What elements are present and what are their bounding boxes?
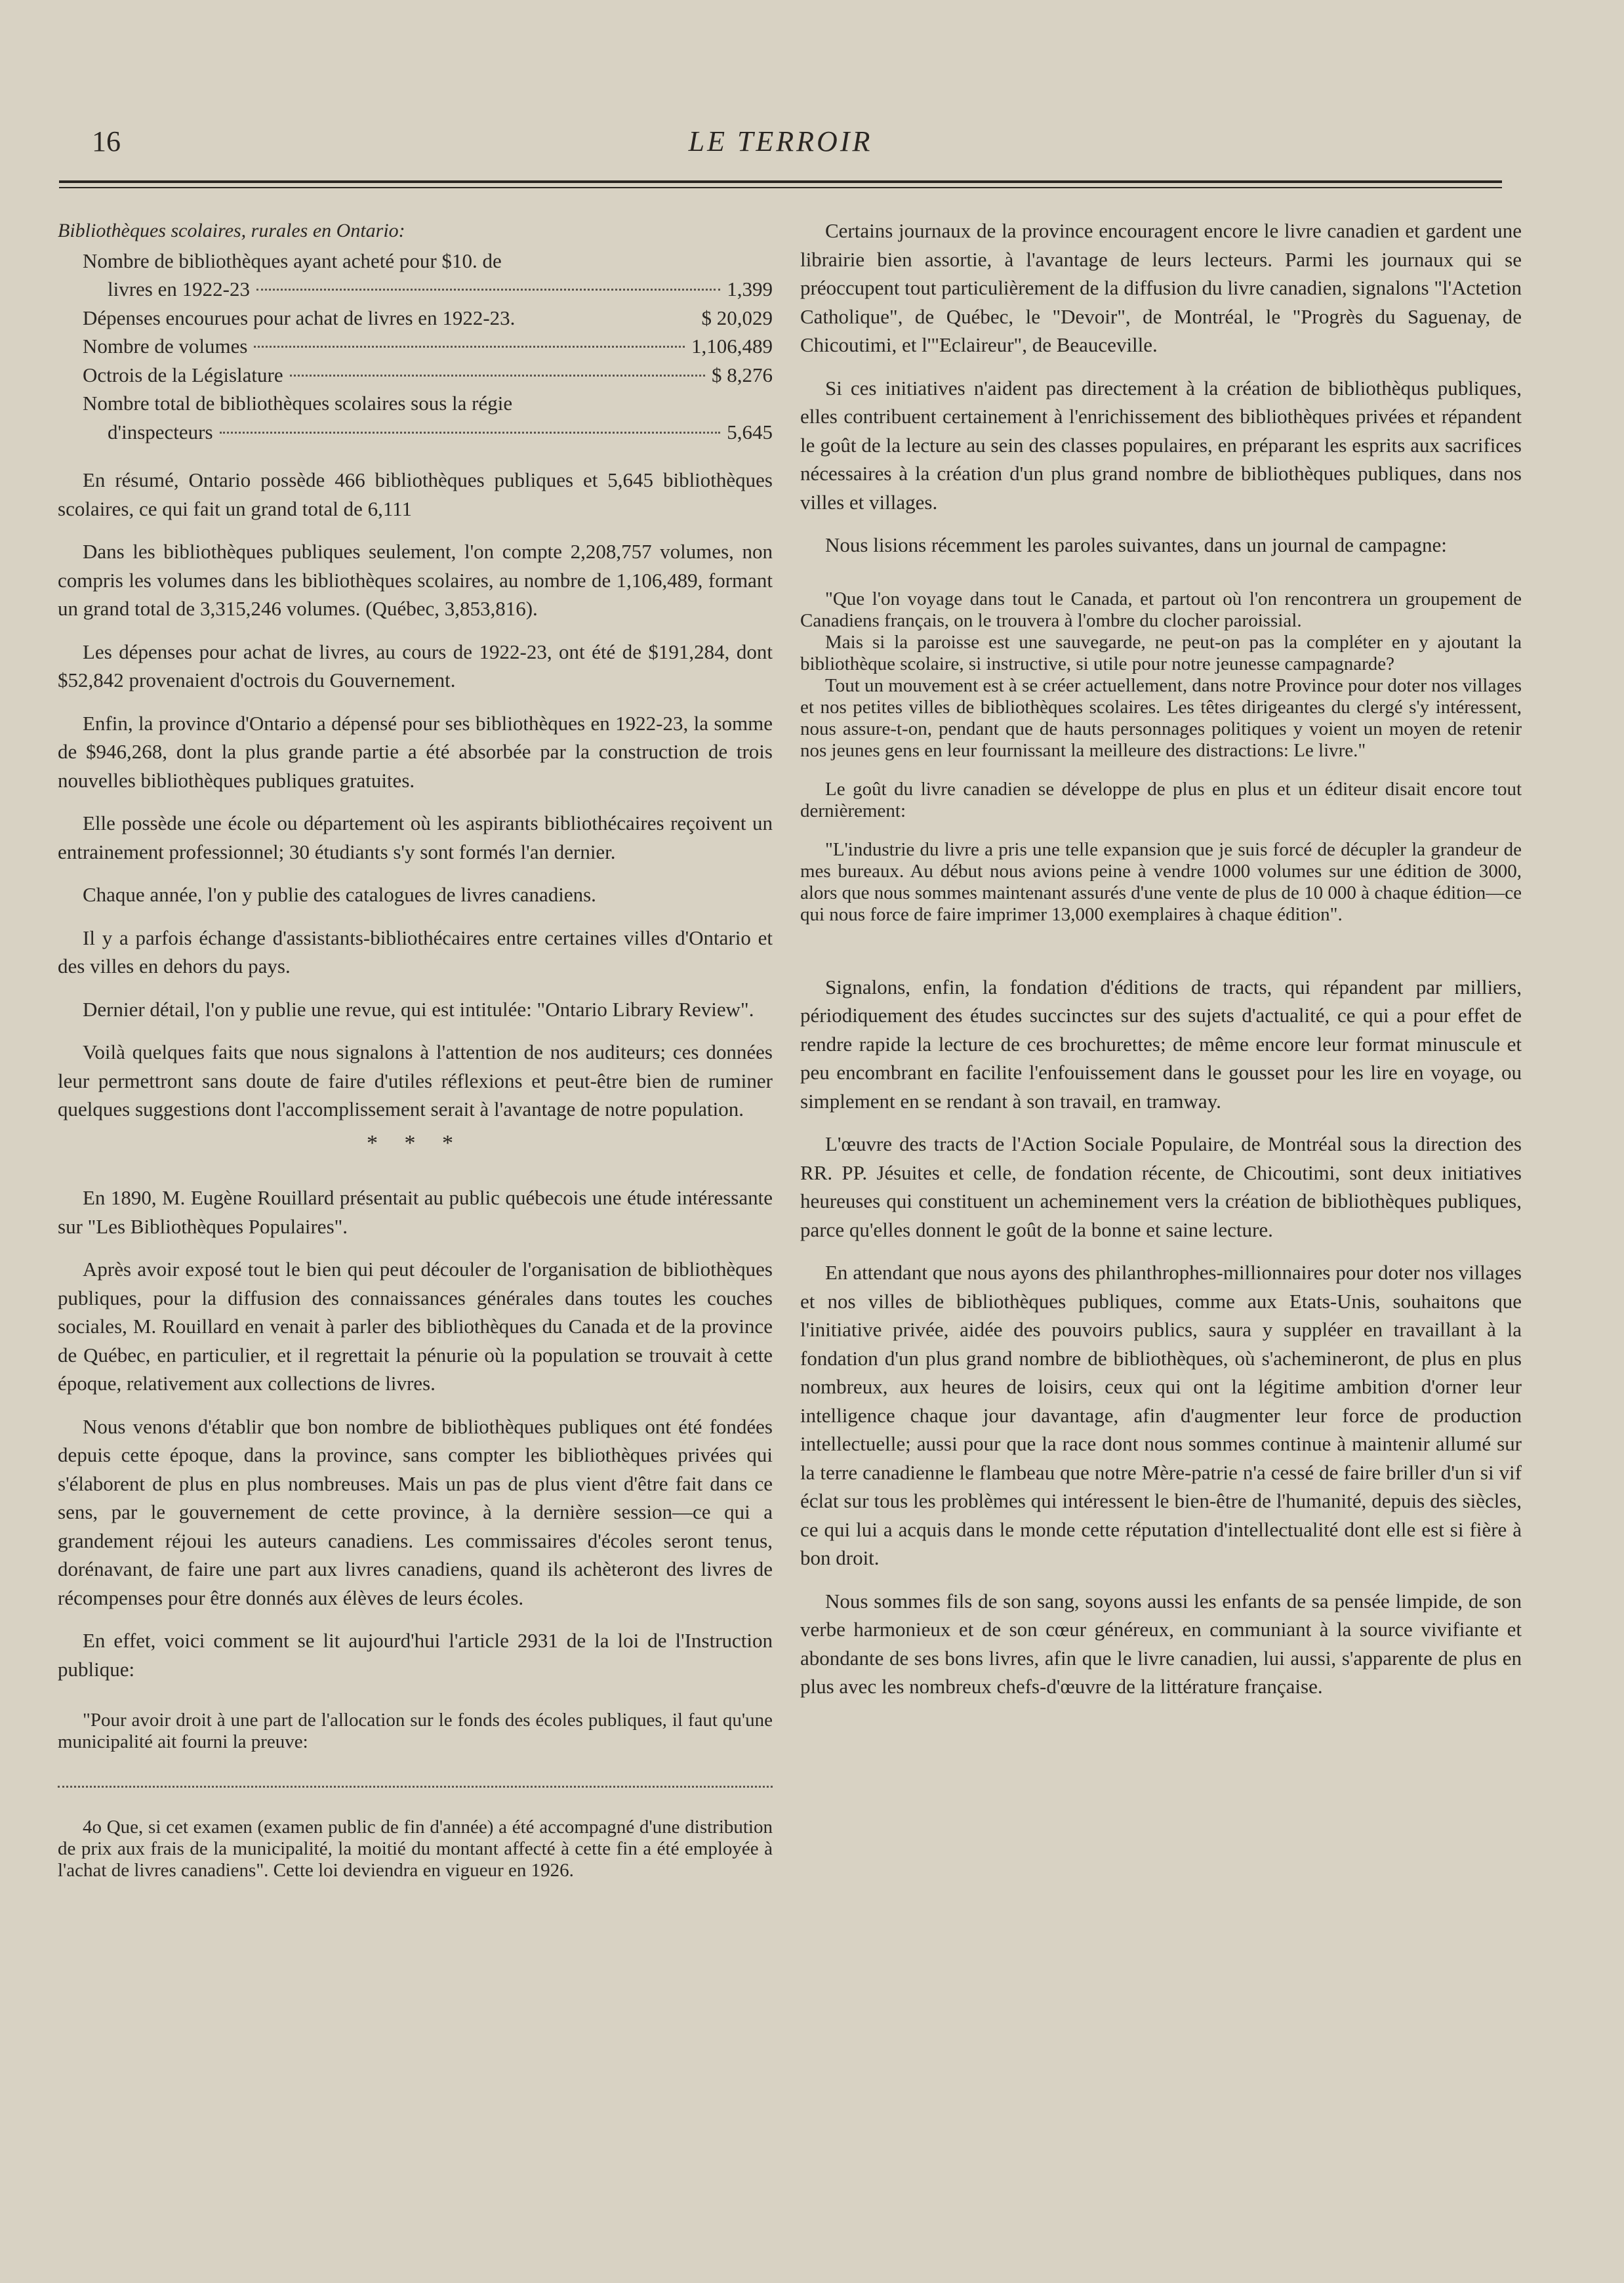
stat-row xyxy=(83,361,773,390)
dot-leader xyxy=(290,375,705,377)
stat-label-line: Nombre total de bibliothèques scolaires sous la régie xyxy=(83,392,513,415)
quote-paragraph: Le goût du livre canadien se développe de plus en plus et un éditeur disait encore tout dernièrement: xyxy=(800,778,1522,821)
stat-value: $ 8,276 xyxy=(712,363,773,386)
dot-leader xyxy=(220,432,721,434)
paragraph: En attendant que nous ayons des philanthrophes-millionnaires pour doter nos villages et nos villes de bibliothèques publiques, comme aux Etats-Unis, souhaitons que l'initiative privée, aidée des pouvoirs publics, saura y suppléer en travaillant à la fondation d'un plus grand nombre de bibliothèques, où s'achemineront, de plus en plus nombreux, aux heures de loisirs, ceux qui ont la légitime ambition d'orner leur intelligence chaque jour davantage, afin d'augmenter leur force de production intellectuelle; aussi pour que la race dont nous sommes continue à maintenir allumé sur la terre canadienne le flambeau que notre Mère-patrie n'a cessé de faire briller d'un si vif éclat sur tous les problèmes qui intéressent le bien-être de l'humanité, depuis des siècles, ce qui lui a acquis dans le monde cette réputation d'intellectualité dont elle est si fière à bon droit. xyxy=(800,1261,1522,1569)
quote-paragraph: "Pour avoir droit à une part de l'allocation sur le fonds des écoles publiques, il faut qu'une municipalité ait fourni la preuve: xyxy=(58,1710,773,1752)
paragraph: Chaque année, l'on y publie des catalogues de livres canadiens. xyxy=(83,883,596,906)
stat-label-line: Octrois de la Législature xyxy=(83,363,283,386)
stat-row xyxy=(83,332,773,361)
stat-label-line: Nombre de bibliothèques ayant acheté pour $10. de xyxy=(83,249,502,272)
quote-spacer xyxy=(800,762,1522,779)
paragraph: Signalons, enfin, la fondation d'éditions de tracts, qui répandent par milliers, périodiquement des études succinctes sur des sujets d'actualité, ce qui a pour effet de rendre rapide la lecture de ces brochurettes; de même encore leur format minuscule et peu encombrant en facilite l'enfouissement dans le gousset pour les lire en voyage, ou simplement en se rendant à son travail, en tramway. xyxy=(800,975,1522,1113)
left-column xyxy=(58,216,773,1882)
quote-paragraph: "Que l'on voyage dans tout le Canada, et partout où l'on rencontrera un groupement de Canadiens français, on le trouvera à l'ombre du clocher paroissial. xyxy=(800,588,1522,631)
paragraph: Après avoir exposé tout le bien qui peut découler de l'organisation de bibliothèques publiques, pour la diffusion des connaissances générales dans toutes les couches sociales, M. Rouillard en venait à parler des bibliothèques du Canada et de la province de Québec, en particulier, et il regrettait la pénurie où la population se trouvait à cette époque, relativement aux collections de livres. xyxy=(58,1258,773,1395)
header-rule-thick xyxy=(59,180,1502,183)
section-divider-stars: * * * xyxy=(367,1130,464,1155)
stat-value: 1,399 xyxy=(727,278,773,300)
running-title: LE TERROIR xyxy=(688,125,873,157)
dot-leader xyxy=(254,346,685,348)
quote-paragraph: Tout un mouvement est à se créer actuellement, dans notre Province pour doter nos villages et nos petites villes de bibliothèques scolaires. Les têtes dirigeantes du clergé s'y intéressent, nous assure-t-on, pendant que de hauts personnages politiques y voient un moyen de retenir nos jeunes gens en leur fournissant la meilleure des distractions: Le livre." xyxy=(800,674,1522,761)
paragraph: En 1890, M. Eugène Rouillard présentait au public québecois une étude intéressante sur "Les Bibliothèques Populaires". xyxy=(58,1186,773,1238)
law-quote xyxy=(58,1710,773,1882)
right-column xyxy=(800,216,1522,1701)
stat-row-cont xyxy=(108,275,773,304)
paragraph: Voilà quelques faits que nous signalons à l'attention de nos auditeurs; ces données leur permettront sans doute de faire d'utiles réflexions et peut-être bien de ruminer quelques suggestions dont l'accomplissement serait à l'avantage de notre population. xyxy=(58,1040,773,1121)
paragraph: Si ces initiatives n'aident pas directement à la création de bibliothèqus publiques, elles contribuent certainement à l'enrichissement des bibliothèques privées et répandent le goût de la lecture au sein des classes populaires, en préparant les esprits aux sacrifices nécessaires à la création d'un plus grand nombre de bibliothèques publiques, dans nos villes et villages. xyxy=(800,376,1522,514)
paragraph: Nous sommes fils de son sang, soyons aussi les enfants de sa pensée limpide, de son verbe harmonieux et de son cœur généreux, en communiant à la source vivifiante et abondante de ses bons livres, afin que le livre canadien, lui aussi, s'apparente de plus en plus avec les nombreux chefs-d'œuvre de la littérature française. xyxy=(800,1589,1522,1698)
stat-label-line: Nombre de volumes xyxy=(83,335,248,358)
stat-row-cont xyxy=(108,418,773,447)
paragraph: Nous lisions récemment les paroles suivantes, dans un journal de campagne: xyxy=(825,533,1447,556)
quote-spacer xyxy=(800,822,1522,839)
header-rule-thin xyxy=(59,187,1502,188)
stat-label-line: Dépenses encourues pour achat de livres en 1922-23. xyxy=(83,306,516,329)
paragraph: Certains journaux de la province encouragent encore le livre canadien et gardent une librairie bien assortie, à l'avantage de leurs lecteurs. Parmi les journaux qui se préoccupent tout particulièrement de la diffusion du livre canadien, signalons "l'Actetion Catholique", de Québec, le "Devoir", de Montréal, le "Progrès du Saguenay, de Chicoutimi, et l'"Eclaireur", de Beauceville. xyxy=(800,219,1522,356)
newspaper-quote xyxy=(800,588,1522,926)
stat-value: 1,106,489 xyxy=(691,335,773,358)
stat-value: $ 20,029 xyxy=(701,306,773,329)
stat-label-line: livres en 1922-23 xyxy=(108,278,250,300)
quote-paragraph: 4o Que, si cet examen (examen public de fin d'année) a été accompagné d'une distribution de prix aux frais de la municipalité, la moitié du montant affecté à cette fin a été employée à l'achat de livres canadiens". Cette loi deviendra en vigueur en 1926. xyxy=(58,1817,773,1881)
dot-leader xyxy=(256,289,720,291)
page-header xyxy=(59,125,1502,164)
stat-row xyxy=(83,389,773,418)
paragraph: Nous venons d'établir que bon nombre de bibliothèques publiques ont été fondées depuis cette époque, dans la province, sans compter les bibliothèques privées qui s'élaborent de plus en plus nombreuses. Mais un pas de plus vient d'être fait dans ce sens, par le gouvernement de cette province, à la dernière session—ce qui a grandement réjoui les auteurs canadiens. Les commissaires d'écoles seront tenus, dorénavant, de faire une part aux livres canadiens, quand ils achèteront des livres de récompenses pour être donnés aux élèves de leurs écoles. xyxy=(58,1414,773,1609)
paragraph: En effet, voici comment se lit aujourd'hui l'article 2931 de la loi de l'Instruction publique: xyxy=(58,1629,773,1681)
stat-row xyxy=(83,304,773,333)
paragraph: Les dépenses pour achat de livres, au cours de 1922-23, ont été de $191,284, dont $52,842 provenaient d'octrois du Gouvernement. xyxy=(58,640,773,691)
quote-paragraph: "L'industrie du livre a pris une telle expansion que je suis forcé de décupler la grandeur de mes bureaux. Au début nous avions peine à vendre 1000 volumes sur une édition de 3000, alors que nous sommes maintenant assurés d'une vente de plus de 10 000 à chaque édition—ce qui nous force de faire imprimer 13,000 exemplaires à chaque édition". xyxy=(800,838,1522,925)
paragraph: Dernier détail, l'on y publie une revue, qui est intitulée: "Ontario Library Review". xyxy=(83,997,754,1021)
paragraph: En résumé, Ontario possède 466 bibliothèques publiques et 5,645 bibliothèques scolaires, ce qui fait un grand total de 6,111 xyxy=(58,468,773,520)
stat-row xyxy=(83,247,773,276)
stat-label-line: d'inspecteurs xyxy=(108,420,213,443)
paragraph: Il y a parfois échange d'assistants-bibliothécaires entre certaines villes d'Ontario et des villes en dehors du pays. xyxy=(58,926,773,977)
stats-title: Bibliothèques scolaires, rurales en Ontario: xyxy=(58,220,405,241)
ellipsis-dotted-line xyxy=(58,1779,773,1788)
paragraph: Elle possède une école ou département où les aspirants bibliothécaires reçoivent un entrainement professionnel; 30 étudiants s'y sont formés l'an dernier. xyxy=(58,812,773,863)
quote-paragraph: Mais si la paroisse est une sauvegarde, ne peut-on pas la compléter en y ajoutant la bibliothèque scolaire, si instructive, si utile pour notre jeunesse campagnarde? xyxy=(800,631,1522,674)
stat-value: 5,645 xyxy=(727,420,773,443)
paragraph: Enfin, la province d'Ontario a dépensé pour ses bibliothèques en 1922-23, la somme de $946,268, dont la plus grande partie a été absorbée par la construction de trois nouvelles bibliothèques publiques gratuites. xyxy=(58,711,773,792)
paragraph: Dans les bibliothèques publiques seulement, l'on compte 2,208,757 volumes, non compris les volumes dans les bibliothèques scolaires, au nombre de 1,106,489, formant un grand total de 3,315,246 volumes. (Québec, 3,853,816). xyxy=(58,540,773,620)
paragraph: L'œuvre des tracts de l'Action Sociale Populaire, de Montréal sous la direction des RR. PP. Jésuites et celle, de fondation récente, de Chicoutimi, sont deux initiatives heureuses qui constituent un acheminement vers la création de bibliothèques publiques, parce qu'elles donnent le goût de la bonne et saine lecture. xyxy=(800,1132,1522,1241)
page-number: 16 xyxy=(92,125,121,157)
